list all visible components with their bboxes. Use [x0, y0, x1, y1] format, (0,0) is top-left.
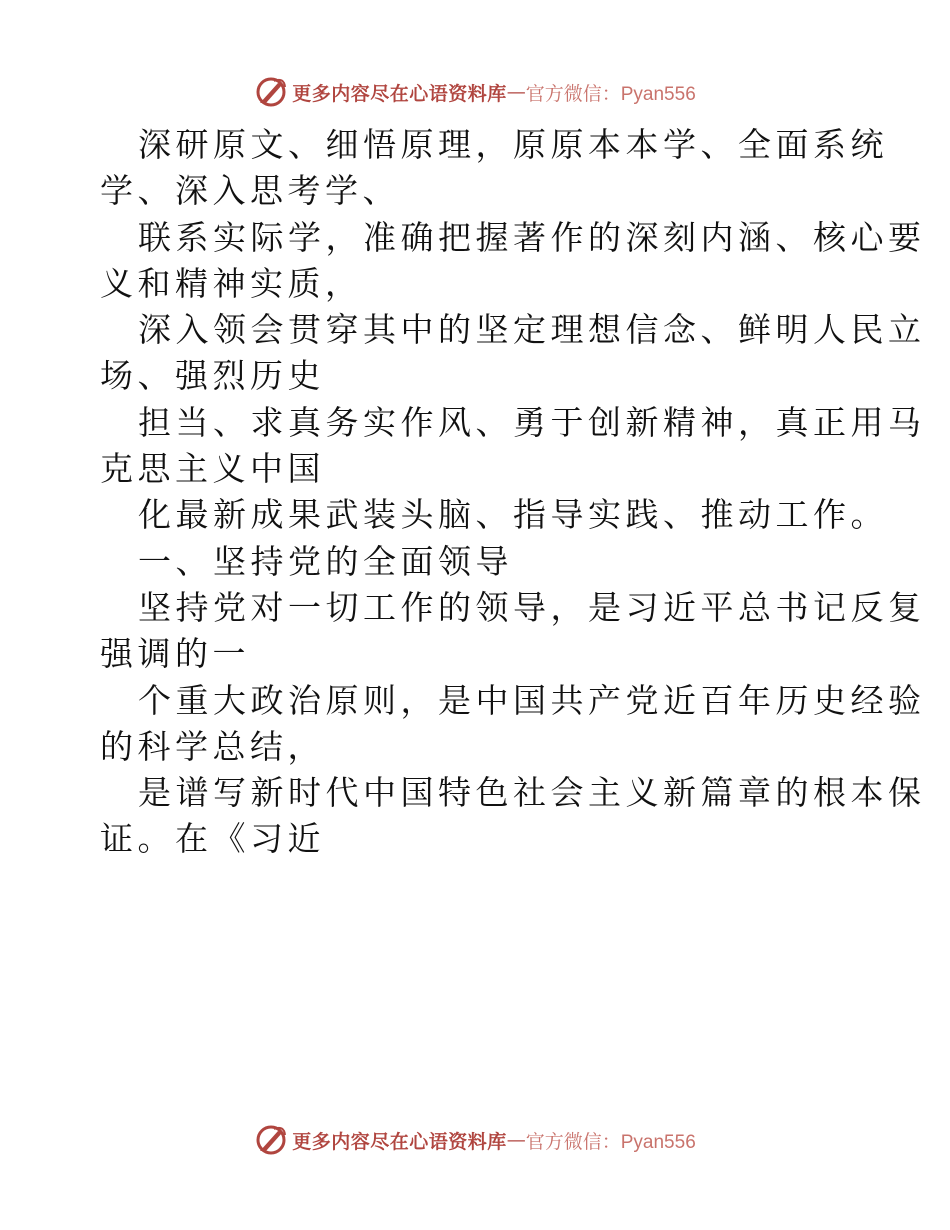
section-heading: 一、坚持党的全面领导: [138, 541, 513, 581]
body-line: 证。在《习近: [100, 819, 325, 859]
header-title: 更多内容尽在心语资料库: [292, 82, 507, 105]
body-line: 个重大政治原则，是中国共产党近百年历史经验: [138, 680, 926, 720]
body-line: 坚持党对一切工作的领导，是习近平总书记反复: [138, 587, 926, 627]
body-line: 义和精神实质，: [100, 263, 363, 303]
header-banner: [0, 72, 950, 112]
footer-banner: [0, 1120, 950, 1160]
body-line: 强调的一: [100, 634, 250, 674]
footer-separator: —: [506, 1129, 526, 1151]
feather-pen-logo-icon: [254, 75, 288, 109]
header-separator: —: [506, 81, 526, 103]
body-line: 联系实际学，准确把握著作的深刻内涵、核心要: [138, 217, 926, 257]
document-body: [100, 122, 926, 863]
body-line: 克思主义中国: [100, 449, 325, 489]
header-contact: 官方微信：Pyan556: [525, 83, 696, 105]
body-line: 的科学总结，: [100, 726, 325, 766]
body-line: 深研原文、细悟原理，原原本本学、全面系统: [138, 125, 888, 164]
body-line: 深入领会贯穿其中的坚定理想信念、鲜明人民立: [138, 310, 926, 350]
body-line: 学、深入思考学、: [100, 171, 400, 211]
body-line: 化最新成果武装头脑、指导实践、推动工作。: [138, 495, 888, 535]
body-line: 是谱写新时代中国特色社会主义新篇章的根本保: [138, 773, 926, 813]
footer-contact: 官方微信：Pyan556: [525, 1131, 696, 1153]
body-line: 场、强烈历史: [100, 356, 325, 396]
body-line: 担当、求真务实作风、勇于创新精神，真正用马: [138, 402, 926, 442]
footer-title: 更多内容尽在心语资料库: [292, 1130, 507, 1153]
feather-pen-logo-icon: [254, 1123, 288, 1157]
